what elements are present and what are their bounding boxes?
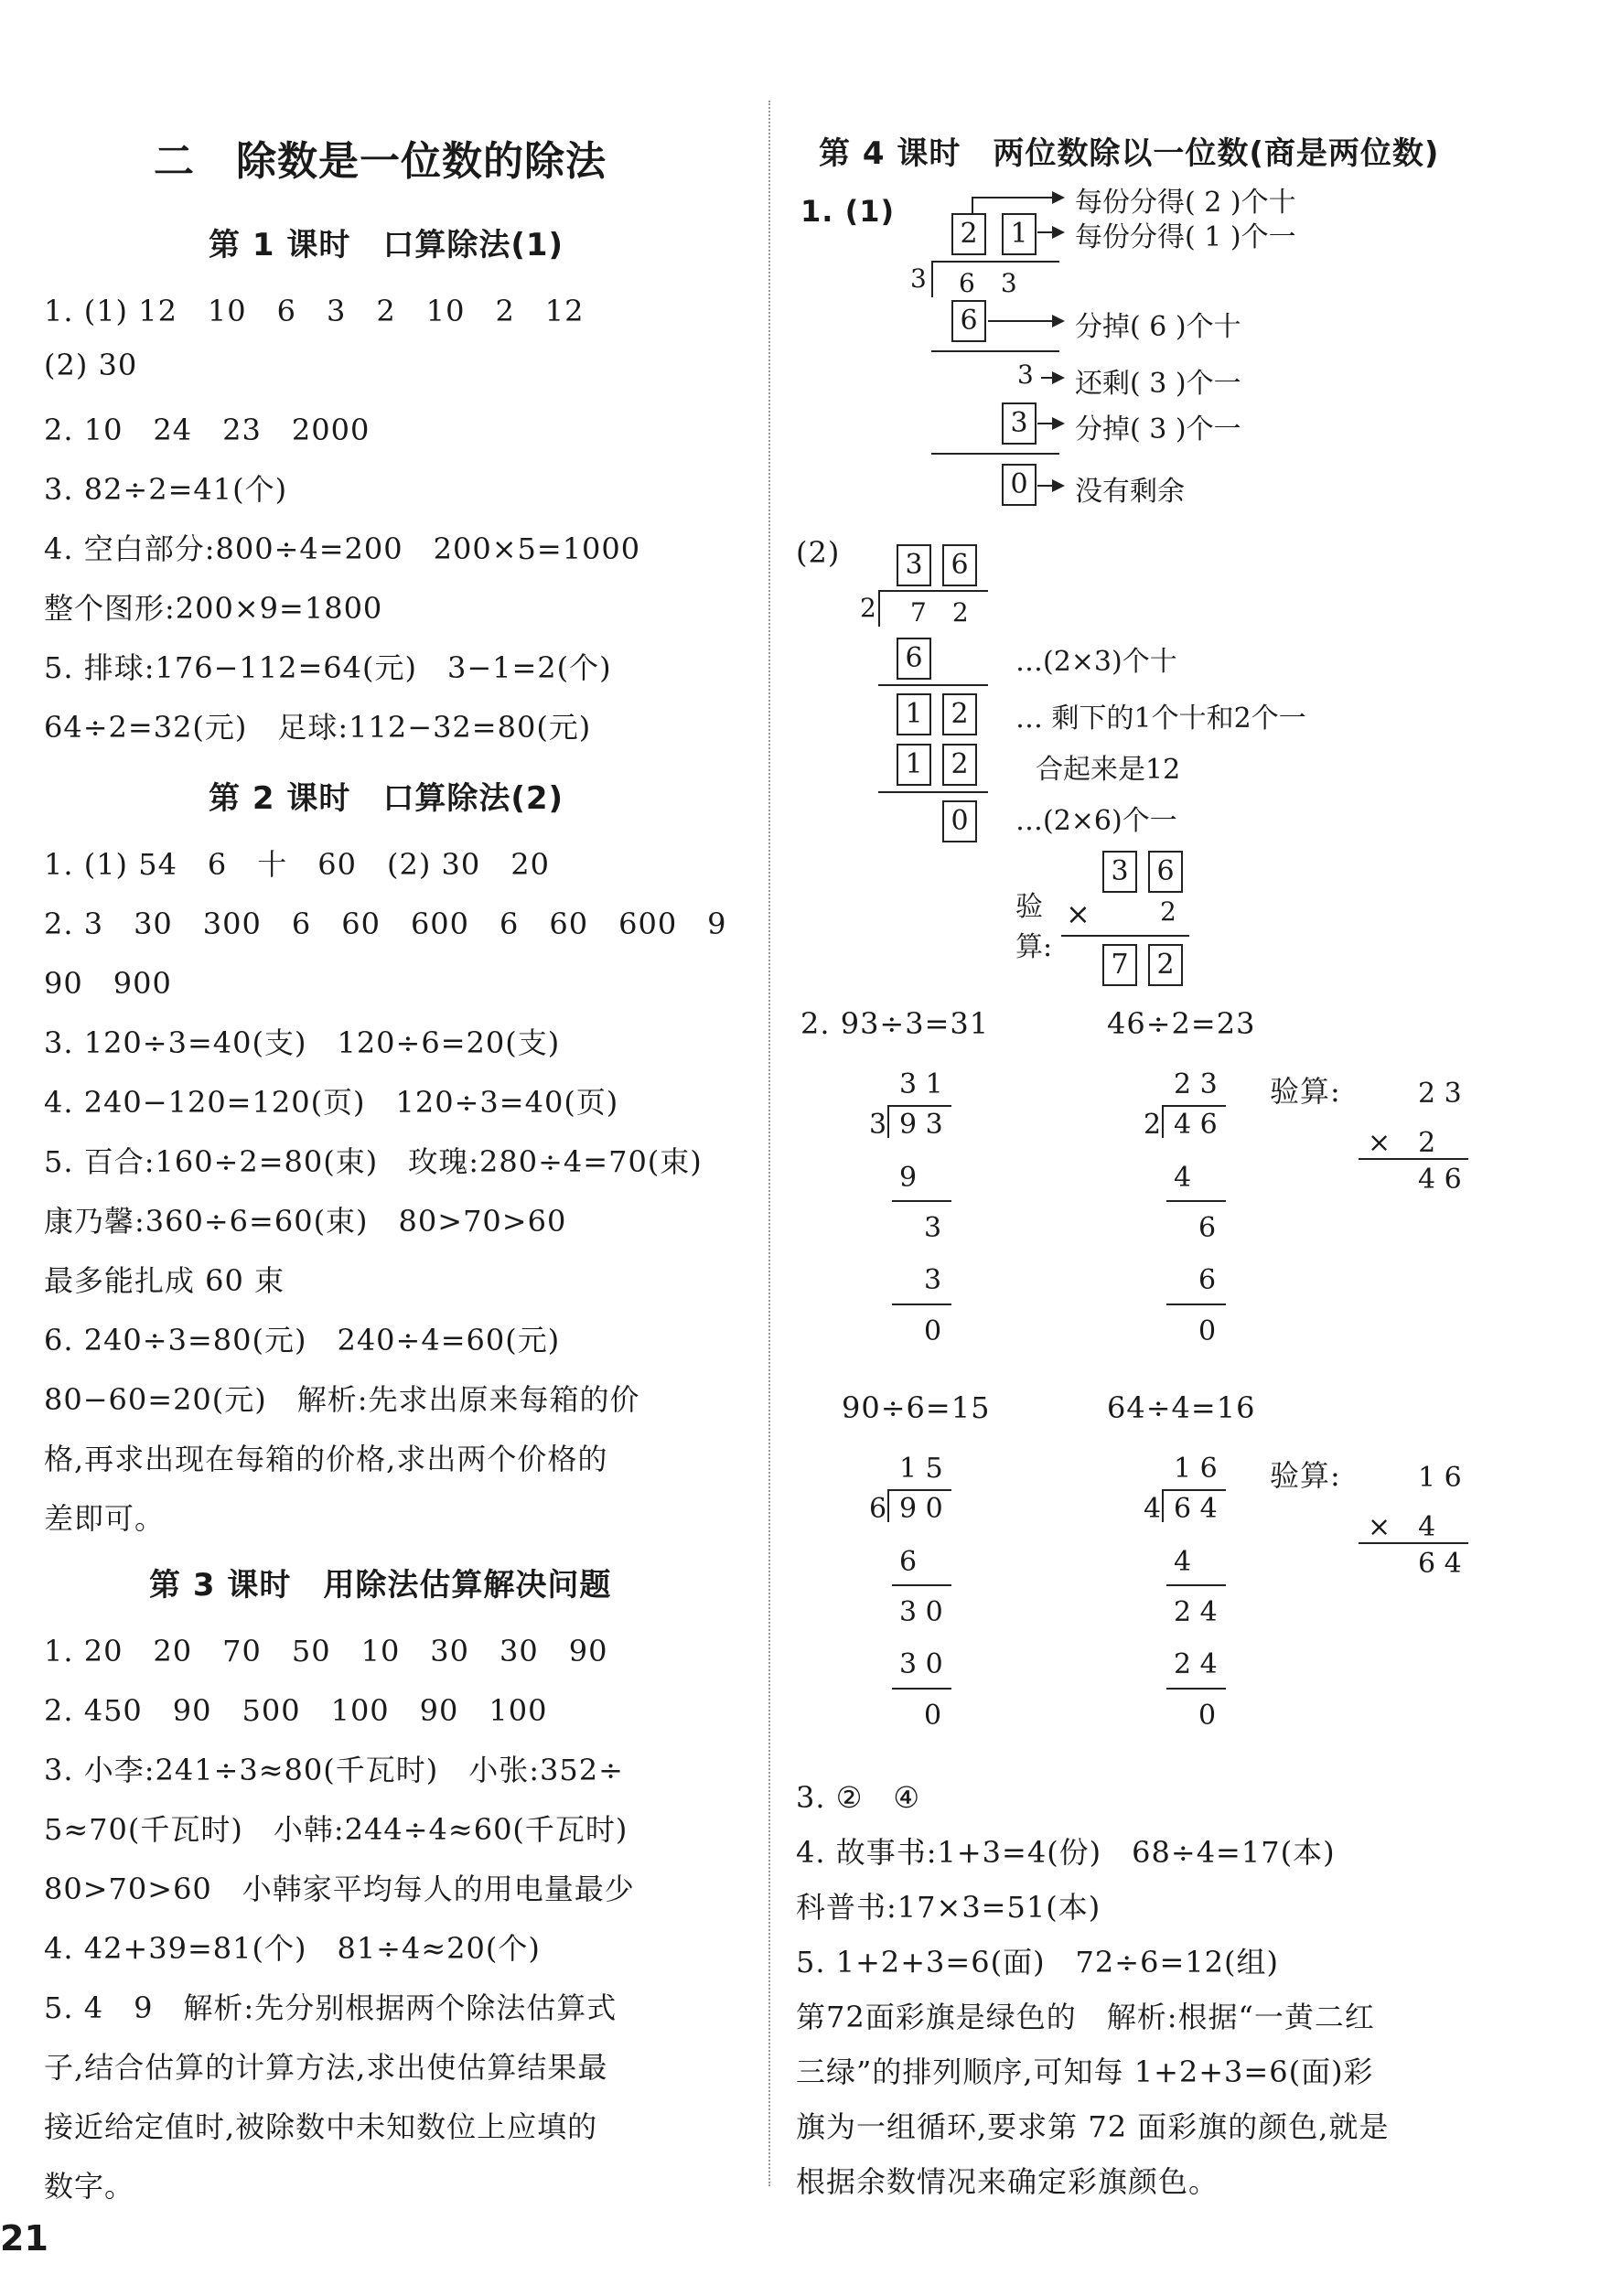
answer-line: 格,再求出现在每箱的价格,求出两个价格的 — [44, 1442, 608, 1476]
partial-box: 3 — [1002, 402, 1037, 445]
partial: 2 4 — [1174, 1596, 1218, 1628]
divisor: 4 — [1144, 1493, 1162, 1525]
quotient-digit-box: 6 — [942, 544, 977, 586]
arrow — [1037, 423, 1063, 424]
quotient: 3 1 — [899, 1068, 943, 1100]
division-bar — [892, 1304, 951, 1305]
answer-line: 3. 小李:241÷3≈80(千瓦时) 小张:352÷ — [44, 1753, 624, 1787]
partial: 3 — [924, 1264, 942, 1296]
lesson3-title: 第 3 课时 用除法估算解决问题 — [149, 1567, 612, 1604]
q2-line: 64÷4=16 — [1107, 1390, 1256, 1425]
answer-line: 80−60=20(元) 解析:先求出原来每箱的价 — [44, 1382, 640, 1417]
dividend: 9 3 — [899, 1109, 943, 1141]
quotient: 1 5 — [899, 1453, 943, 1485]
answer-line: 三绿”的排列顺序,可知每 1+2+3=6(面)彩 — [796, 2055, 1374, 2089]
partial: 4 — [1174, 1546, 1192, 1578]
answer-line: 4. 42+39=81(个) 81÷4≈20(个) — [44, 1931, 541, 1966]
division-bar — [887, 1105, 951, 1107]
check-label: 验算: — [1015, 891, 1053, 963]
partial: 6 — [899, 1546, 918, 1578]
arrow — [1037, 231, 1063, 233]
q2-line: 90÷6=15 — [842, 1390, 991, 1425]
division-bar — [931, 350, 1059, 352]
chapter-title: 二 除数是一位数的除法 — [154, 138, 607, 185]
divisor: 2 — [860, 593, 876, 623]
check-number: × 2 — [1368, 1127, 1436, 1159]
division-bracket — [1162, 1105, 1164, 1138]
dividend: 9 0 — [899, 1493, 943, 1525]
step-label: 分掉( 3 )个一 — [1075, 413, 1241, 445]
lesson4-title: 第 4 课时 两位数除以一位数(商是两位数) — [819, 135, 1440, 172]
answer-line: 2. 450 90 500 100 90 100 — [44, 1693, 548, 1728]
leader-line — [972, 197, 973, 213]
answer-line: 64÷2=32(元) 足球:112−32=80(元) — [44, 710, 592, 745]
page-number: 21 — [0, 2218, 48, 2258]
answer-line: 最多能扎成 60 束 — [44, 1263, 285, 1298]
answer-line: 2. 10 24 23 2000 — [44, 413, 371, 447]
partial: 3 0 — [899, 1648, 943, 1680]
divisor: 2 — [1144, 1109, 1162, 1141]
quotient: 2 3 — [1174, 1068, 1218, 1100]
quotient-digit-box: 2 — [951, 213, 986, 255]
dividend: 4 6 — [1174, 1109, 1218, 1141]
answer-line: 5. 排球:176−112=64(元) 3−1=2(个) — [44, 650, 612, 685]
step-label: 合起来是12 — [1036, 754, 1181, 786]
step-label: … 剩下的1个十和2个一 — [1015, 703, 1306, 735]
divisor: 3 — [910, 263, 927, 294]
answer-line: 差即可。 — [44, 1501, 166, 1536]
step-label: 每份分得( 2 )个十 — [1075, 187, 1296, 219]
division-bar — [1166, 1688, 1226, 1690]
check-number: 2 3 — [1418, 1078, 1462, 1110]
division-bar — [887, 1489, 951, 1491]
division-bar — [892, 1584, 951, 1586]
division-bar — [878, 684, 988, 686]
answer-line: 接近给定值时,被除数中未知数位上应填的 — [44, 2109, 598, 2144]
lesson2-title: 第 2 课时 口算除法(2) — [209, 780, 564, 817]
answer-line: 4. 240−120=120(页) 120÷3=40(页) — [44, 1085, 619, 1120]
division-bracket — [887, 1489, 889, 1522]
remainder: 0 — [924, 1315, 942, 1347]
check-number: × 4 — [1368, 1511, 1436, 1543]
answer-line: 3. 82÷2=41(个) — [44, 472, 288, 507]
division-bracket — [878, 590, 880, 627]
division-bar — [1162, 1489, 1226, 1491]
answer-line: 数字。 — [44, 2169, 135, 2204]
check-bar — [1359, 1542, 1468, 1544]
check-digit-box: 7 — [1102, 944, 1137, 986]
step-label: 每份分得( 1 )个一 — [1075, 221, 1296, 253]
times-sign: × — [1066, 896, 1090, 931]
check-bar — [1359, 1158, 1468, 1160]
answer-line: 第72面彩旗是绿色的 解析:根据“一黄二红 — [796, 2000, 1375, 2034]
check-number: 1 6 — [1418, 1462, 1462, 1494]
step-label: …(2×3)个十 — [1015, 646, 1177, 678]
partial: 3 — [924, 1212, 942, 1244]
arrow — [972, 197, 1063, 198]
check-number: 6 4 — [1418, 1548, 1462, 1580]
q1-label: 1. (1) — [800, 194, 896, 229]
step-label: 分掉( 6 )个十 — [1075, 311, 1241, 343]
arrow — [988, 320, 1063, 322]
division-bar — [878, 791, 988, 793]
q1-part2-label: (2) — [796, 535, 841, 570]
answer-line: 3. 120÷3=40(支) 120÷6=20(支) — [44, 1025, 561, 1060]
answer-line: (2) 30 — [44, 348, 138, 382]
q2-line: 2. 93÷3=31 — [800, 1006, 990, 1041]
step-label: …(2×6)个一 — [1015, 805, 1177, 837]
answer-line: 5. 百合:160÷2=80(束) 玫瑰:280÷4=70(束) — [44, 1144, 703, 1179]
answer-line: 1. 20 20 70 50 10 30 30 90 — [44, 1634, 608, 1668]
partial: 9 — [899, 1162, 918, 1194]
remainder: 0 — [924, 1700, 942, 1732]
partial-box: 0 — [942, 800, 977, 842]
answer-line: 5. 1+2+3=6(面) 72÷6=12(组) — [796, 1945, 1279, 1979]
division-bar — [931, 261, 1059, 263]
q2-line: 46÷2=23 — [1107, 1006, 1256, 1041]
divisor: 3 — [869, 1109, 887, 1141]
quotient-digit-box: 3 — [897, 544, 931, 586]
answer-line: 4. 空白部分:800÷4=200 200×5=1000 — [44, 531, 641, 566]
remainder: 3 — [1017, 359, 1034, 390]
answer-line: 6. 240÷3=80(元) 240÷4=60(元) — [44, 1323, 561, 1357]
partial: 3 0 — [899, 1596, 943, 1628]
check-bar — [1061, 935, 1189, 937]
partial-box: 6 — [897, 638, 931, 680]
divisor: 6 — [869, 1493, 887, 1525]
multiplier: 2 — [1160, 896, 1176, 927]
answer-line: 康乃馨:360÷6=60(束) 80>70>60 — [44, 1204, 567, 1239]
answer-line: 1. (1) 12 10 6 3 2 10 2 12 — [44, 294, 585, 328]
partial-box: 1 — [897, 744, 931, 786]
answer-line: 80>70>60 小韩家平均每人的用电量最少 — [44, 1872, 635, 1906]
division-bar — [892, 1688, 951, 1690]
remainder: 0 — [1198, 1700, 1217, 1732]
dividend: 6 3 — [959, 268, 1017, 298]
answer-line: 1. (1) 54 6 十 60 (2) 30 20 — [44, 847, 550, 882]
arrow — [1041, 377, 1063, 379]
step-label: 还剩( 3 )个一 — [1075, 368, 1241, 400]
check-digit-box: 3 — [1102, 851, 1137, 893]
division-bracket — [887, 1105, 889, 1138]
answer-line: 4. 故事书:1+3=4(份) 68÷4=17(本) — [796, 1835, 1336, 1870]
arrow — [1037, 485, 1063, 487]
check-label: 验算: — [1270, 1458, 1341, 1493]
answer-line: 旗为一组循环,要求第 72 面彩旗的颜色,就是 — [796, 2109, 1390, 2144]
answer-line: 科普书:17×3=51(本) — [796, 1890, 1101, 1925]
division-bar — [1166, 1304, 1226, 1305]
check-digit-box: 2 — [1148, 944, 1183, 986]
answer-line: 5. 4 9 解析:先分别根据两个除法估算式 — [44, 1990, 618, 2025]
check-number: 4 6 — [1418, 1164, 1462, 1196]
answer-line: 90 900 — [44, 966, 172, 1001]
division-bar — [892, 1200, 951, 1202]
partial: 4 — [1174, 1162, 1192, 1194]
partial-box: 0 — [1002, 464, 1037, 506]
column-divider — [768, 101, 770, 2186]
division-bar — [878, 590, 988, 592]
division-bracket — [1162, 1489, 1164, 1522]
partial-box: 1 — [897, 693, 931, 735]
partial: 2 4 — [1174, 1648, 1218, 1680]
partial-box: 2 — [942, 744, 977, 786]
division-bar — [931, 453, 1059, 455]
dividend: 6 4 — [1174, 1493, 1218, 1525]
answer-line: 2. 3 30 300 6 60 600 6 60 600 9 — [44, 907, 727, 941]
lesson1-title: 第 1 课时 口算除法(1) — [209, 227, 564, 263]
division-bar — [1166, 1200, 1226, 1202]
check-digit-box: 6 — [1148, 851, 1183, 893]
remainder: 0 — [1198, 1315, 1217, 1347]
answer-line: 整个图形:200×9=1800 — [44, 591, 383, 626]
division-bar — [1162, 1105, 1226, 1107]
partial-box: 2 — [942, 693, 977, 735]
partial-box: 6 — [951, 300, 986, 342]
partial: 6 — [1198, 1212, 1217, 1244]
answer-line: 根据余数情况来确定彩旗颜色。 — [796, 2164, 1219, 2199]
division-bracket — [931, 261, 933, 297]
quotient-digit-box: 1 — [1002, 213, 1037, 255]
dividend: 7 2 — [910, 597, 969, 628]
quotient: 1 6 — [1174, 1453, 1218, 1485]
answer-line: 5≈70(千瓦时) 小韩:244÷4≈60(千瓦时) — [44, 1812, 628, 1847]
answer-line: 3. ② ④ — [796, 1780, 921, 1815]
answer-line: 子,结合估算的计算方法,求出使估算结果最 — [44, 2050, 608, 2085]
check-label: 验算: — [1270, 1074, 1341, 1109]
division-bar — [1166, 1584, 1226, 1586]
step-label: 没有剩余 — [1075, 476, 1185, 508]
partial: 6 — [1198, 1264, 1217, 1296]
